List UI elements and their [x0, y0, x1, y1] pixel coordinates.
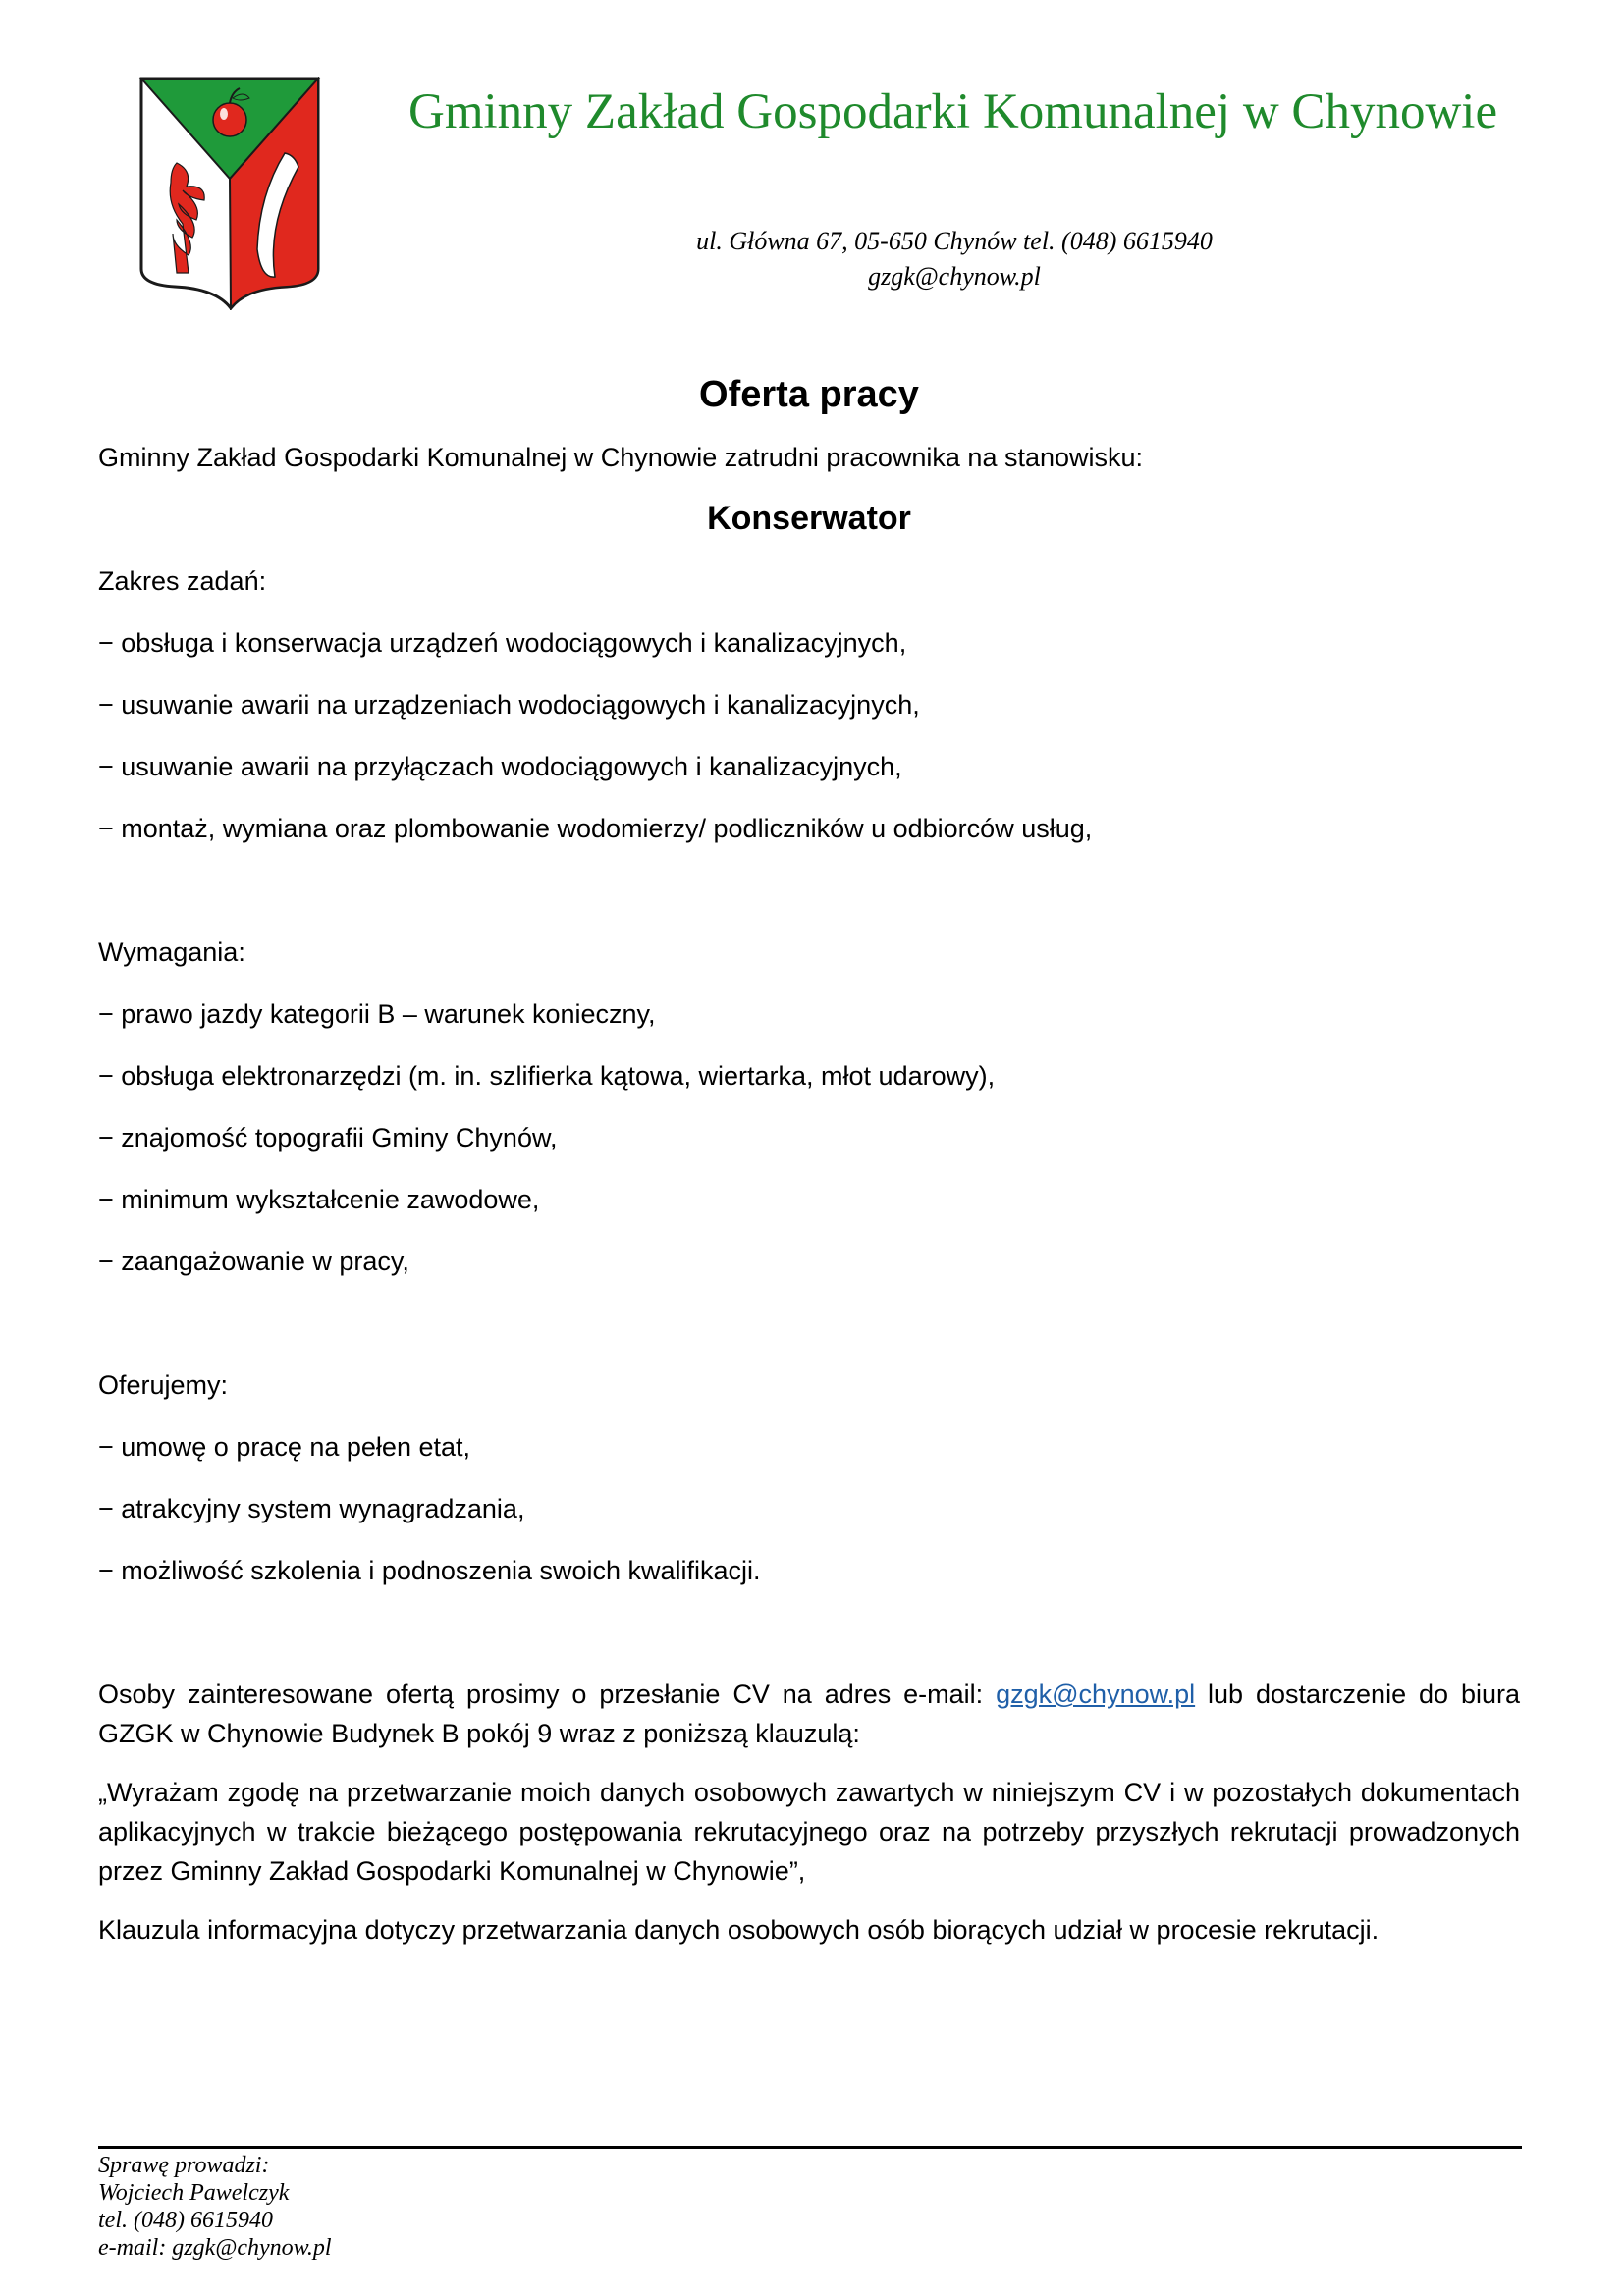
- application-text-before: Osoby zainteresowane ofertą prosimy o przesłanie CV na adres e-mail:: [98, 1680, 997, 1709]
- document-body: [98, 367, 1520, 1949]
- requirement-item: − obsługa elektronarzędzi (m. in. szlifierka kątowa, wiertarka, młot udarowy),: [98, 1061, 996, 1091]
- address-email: gzgk@chynow.pl: [868, 262, 1041, 291]
- email-link[interactable]: gzgk@chynow.pl: [996, 1680, 1196, 1709]
- organization-name: Gminny Zakład Gospodarki Komunalnej w Chynowie: [408, 84, 1498, 139]
- footer-handled-by-label: Sprawę prowadzi:: [98, 2153, 270, 2178]
- requirement-item: − zaangażowanie w pracy,: [98, 1247, 409, 1276]
- information-clause: Klauzula informacyjna dotyczy przetwarzania danych osobowych osób biorących udział w procesie rekrutacji.: [98, 1915, 1380, 1945]
- application-text-after: lub dostarczenie do biura GZGK w Chynowie Budynek B pokój 9 wraz z poniższą klauzulą:: [98, 1680, 1520, 1748]
- requirement-item: − znajomość topografii Gminy Chynów,: [98, 1123, 558, 1152]
- tasks-heading: Zakres zadań:: [98, 566, 267, 596]
- offering-item: − możliwość szkolenia i podnoszenia swoich kwalifikacji.: [98, 1556, 761, 1585]
- offering-item: − atrakcyjny system wynagradzania,: [98, 1494, 525, 1523]
- requirements-heading: Wymagania:: [98, 937, 245, 967]
- requirement-item: − minimum wykształcenie zawodowe,: [98, 1185, 540, 1214]
- footer-person: Wojciech Pawelczyk: [98, 2180, 290, 2206]
- footer-phone: tel. (048) 6615940: [98, 2208, 273, 2233]
- section-spacer: [98, 871, 1520, 933]
- requirement-item: − prawo jazdy kategorii B – warunek konieczny,: [98, 999, 656, 1029]
- offering-item: − umowę o pracę na pełen etat,: [98, 1432, 471, 1462]
- task-item: − usuwanie awarii na urządzeniach wodociągowych i kanalizacyjnych,: [98, 690, 920, 720]
- footer-contact: [98, 2152, 332, 2262]
- task-item: − montaż, wymiana oraz plombowanie wodomierzy/ podliczników u odbiorców usług,: [98, 814, 1093, 843]
- offering-heading: Oferujemy:: [98, 1370, 229, 1400]
- section-spacer: [98, 1613, 1520, 1675]
- page-title: Oferta pracy: [699, 374, 919, 415]
- task-item: − obsługa i konserwacja urządzeń wodociągowych i kanalizacyjnych,: [98, 628, 907, 658]
- footer-divider: [98, 2146, 1522, 2149]
- address-line: ul. Główna 67, 05-650 Chynów tel. (048) 6615940: [696, 227, 1213, 255]
- coat-of-arms-icon: [137, 77, 322, 310]
- position-title: Konserwator: [707, 500, 911, 537]
- task-item: − usuwanie awarii na przyłączach wodociągowych i kanalizacyjnych,: [98, 752, 902, 781]
- consent-clause: „Wyrażam zgodę na przetwarzanie moich danych osobowych zawartych w niniejszym CV i w pozostałych dokumentach aplikacyjnych w trakcie bieżącego postępowania rekrutacyjnego oraz na potrzeby przyszłych rekrutacji prowadzonych przez Gminny Zakład Gospodarki Komunalnej w Chynowie”,: [98, 1778, 1520, 1886]
- offer-intro: Gminny Zakład Gospodarki Komunalnej w Chynowie zatrudni pracownika na stanowisku:: [98, 443, 1144, 472]
- organization-address: [550, 224, 1359, 294]
- footer-email: e-mail: gzgk@chynow.pl: [98, 2235, 332, 2261]
- section-spacer: [98, 1304, 1520, 1365]
- application-instructions: [98, 1675, 1520, 1753]
